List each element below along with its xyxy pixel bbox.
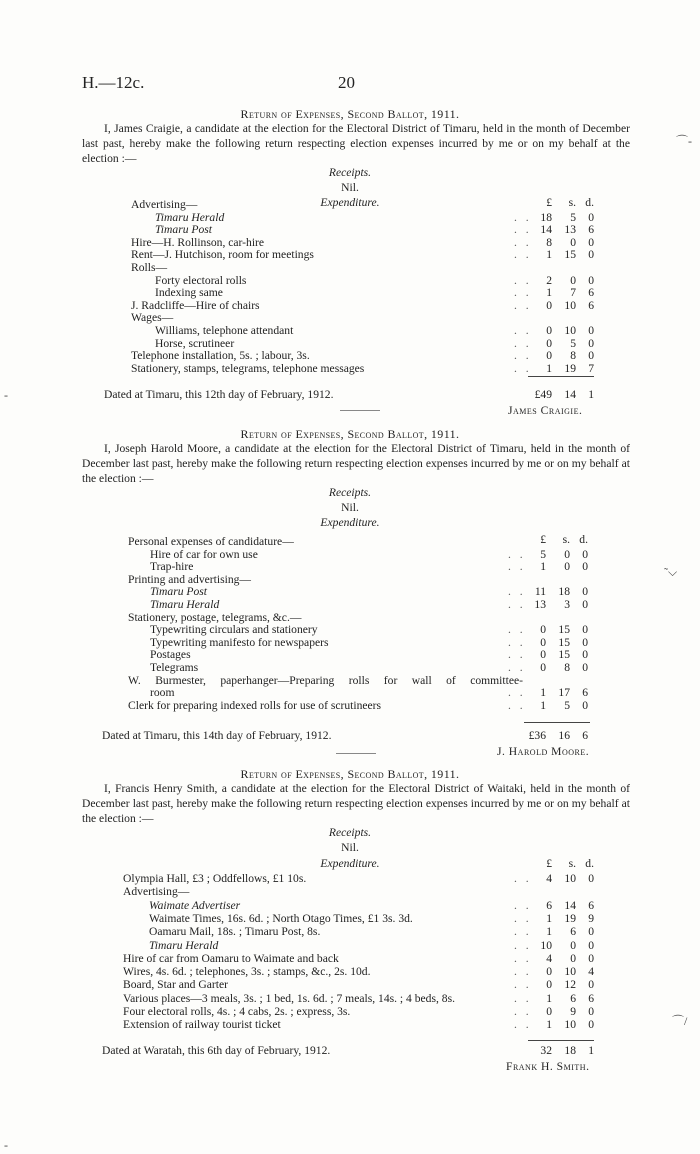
expense-label: Timaru Herald	[149, 938, 219, 952]
expense-amount: 1 7 6	[546, 286, 594, 300]
expense-amount: 1 5 0	[540, 698, 588, 712]
expense-label: W. Burmester, paperhanger—Preparing rolls for wall of committee-	[128, 673, 523, 687]
expense-label: Typewriting circulars and stationery	[150, 623, 318, 637]
receipts-heading: Receipts.	[328, 486, 372, 499]
expense-amount: 0 10 4	[546, 965, 594, 979]
expense-amount: 1 17 6	[540, 686, 588, 700]
leader-dots: . .	[508, 661, 526, 674]
leader-dots: . .	[514, 911, 532, 925]
expense-amount: 0 10 6	[546, 298, 594, 312]
expense-label: Four electoral rolls, 4s. ; 4 cabs, 2s. ; express, 3s.	[123, 1005, 351, 1018]
leader-dots: . .	[514, 361, 532, 375]
leader-dots: . .	[514, 349, 532, 363]
expense-label: Rent—J. Hutchison, room for meetings	[131, 248, 314, 262]
expense-amount: 18 5 0	[540, 210, 594, 224]
leader-dots: . .	[508, 635, 526, 649]
receipts-value: Nil.	[341, 181, 359, 194]
receipts-value: Nil.	[341, 841, 359, 854]
leader-dots: . .	[514, 1018, 532, 1032]
receipts-value: Nil.	[341, 501, 359, 514]
leader-dots: . .	[514, 938, 532, 952]
expense-label: Stationery, stamps, telegrams, telephone messages	[131, 361, 365, 375]
section-intro: I, Joseph Harold Moore, a candidate at the election for the Electoral District of Timaru, held in the month of December last past, hereby make the following return respecting election expenses incurred by me or on my behalf at the election :—	[82, 442, 630, 485]
total: £49 14 1	[534, 388, 594, 401]
expense-row	[0, 698, 700, 713]
leader-dots: . .	[514, 1005, 532, 1018]
total: £36 16 6	[528, 729, 588, 742]
expenditure-heading: Expenditure.	[320, 196, 380, 209]
expense-amount: 4 10 0	[546, 872, 594, 885]
expense-amount: 4 0 0	[546, 951, 594, 965]
leader-dots: . .	[508, 623, 526, 637]
margin-tick: -	[4, 388, 8, 402]
leader-dots: . .	[514, 991, 532, 1005]
expense-label: Indexing same	[155, 286, 223, 300]
leader-dots: . .	[514, 248, 532, 262]
section-intro: I, Francis Henry Smith, a candidate at the election for the Electoral District of Waitaki, held in the month of December last past, hereby make the following return respecting election expenses incurred by me or on my behalf at the election :—	[82, 782, 630, 825]
expense-label: Various places—3 meals, 3s. ; 1 bed, 1s. 6d. ; 7 meals, 14s. ; 4 beds, 8s.	[123, 991, 455, 1005]
expense-amount: 11 18 0	[534, 585, 588, 599]
leader-dots: . .	[514, 273, 532, 287]
margin-mark: ⌒/	[672, 1014, 688, 1028]
expense-label: Hire of car from Oamaru to Waimate and back	[123, 951, 339, 965]
section-title: Return of Expenses, Second Ballot, 1911.	[240, 767, 460, 781]
expense-label: Waimate Advertiser	[149, 898, 241, 912]
expense-amount: 0 8 0	[546, 349, 594, 363]
expense-amount: 0 15 0	[540, 648, 588, 662]
section-title: Return of Expenses, Second Ballot, 1911.	[240, 427, 460, 441]
expense-amount: 1 19 9	[546, 911, 594, 925]
leader-dots: . .	[514, 925, 532, 939]
column-headers: £ s. d.	[546, 196, 594, 209]
expense-label: Forty electoral rolls	[155, 273, 247, 287]
dated-line: Dated at Timaru, this 12th day of February, 1912.	[104, 388, 334, 401]
leader-dots: . .	[508, 598, 526, 611]
expense-amount: 0 8 0	[540, 661, 588, 674]
expense-label: Waimate Times, 16s. 6d. ; North Otago Times, £1 3s. 3d.	[149, 911, 413, 925]
signature: James Craigie.	[508, 404, 583, 417]
expense-label: Hire—H. Rollinson, car-hire	[131, 235, 265, 249]
expense-label: Hire of car for own use	[150, 547, 258, 561]
expense-label: Wires, 4s. 6d. ; telephones, 3s. ; stamps, &c., 2s. 10d.	[123, 965, 371, 979]
expense-amount: 8 0 0	[546, 235, 594, 249]
leader-dots: . .	[514, 235, 532, 249]
expense-label: Williams, telephone attendant	[155, 324, 294, 337]
expense-amount: 6 14 6	[546, 898, 594, 912]
expense-row	[0, 361, 700, 376]
leader-dots: . .	[514, 324, 532, 337]
expense-label: Rolls—	[131, 261, 168, 274]
leader-dots: . .	[514, 286, 532, 300]
expenditure-heading: Expenditure.	[320, 857, 380, 870]
page-number: 20	[338, 73, 355, 92]
leader-dots: . .	[508, 547, 526, 561]
expense-amount: 0 15 0	[540, 635, 588, 649]
margin-tick: -	[4, 1138, 8, 1152]
separator	[340, 410, 380, 411]
margin-mark: ⌒‑	[676, 134, 692, 148]
expense-amount: 1 19 7	[546, 361, 594, 375]
receipts-heading: Receipts.	[328, 826, 372, 839]
total-rule	[524, 722, 590, 723]
section-title: Return of Expenses, Second Ballot, 1911.	[240, 107, 460, 121]
expense-amount: 0 5 0	[546, 336, 594, 350]
expense-amount: 1 0 0	[540, 560, 588, 574]
expense-label: Personal expenses of candidature—	[128, 535, 294, 548]
leader-dots: . .	[514, 898, 532, 912]
leader-dots: . .	[508, 686, 526, 700]
expense-label: Trap-hire	[150, 560, 194, 574]
expense-label: room	[150, 686, 175, 700]
expense-label: Wages—	[131, 311, 174, 325]
leader-dots: . .	[514, 298, 532, 312]
expense-amount: 1 15 0	[546, 248, 594, 262]
leader-dots: . .	[508, 585, 526, 599]
expense-label: Advertising—	[123, 885, 190, 899]
leader-dots: . .	[514, 951, 532, 965]
leader-dots: . .	[514, 978, 532, 992]
expense-amount: 5 0 0	[540, 547, 588, 561]
leader-dots: . .	[508, 648, 526, 662]
expense-amount: 0 15 0	[540, 623, 588, 637]
column-headers: £ s. d.	[546, 857, 594, 870]
expense-label: Advertising—	[131, 198, 198, 211]
leader-dots: . .	[514, 336, 532, 350]
expense-amount: 0 12 0	[546, 978, 594, 992]
signature: Frank H. Smith.	[506, 1060, 590, 1073]
expense-amount: 13 3 0	[534, 598, 588, 611]
leader-dots: . .	[508, 560, 526, 574]
expense-label: Timaru Post	[150, 585, 208, 599]
leader-dots: . .	[508, 698, 526, 712]
doc-reference: H.—12c.	[82, 73, 145, 92]
expense-label: Timaru Post	[155, 223, 213, 237]
section-intro: I, James Craigie, a candidate at the election for the Electoral District of Timaru, held in the month of December last past, hereby make the following return respecting election expenses incurred by me or on my behalf at the election :—	[82, 122, 630, 165]
expense-label: Telegrams	[150, 661, 199, 674]
expense-label: Postages	[150, 648, 191, 662]
expense-label: Timaru Herald	[150, 598, 220, 611]
expense-label: Stationery, postage, telegrams, &c.—	[128, 610, 302, 624]
expense-amount: 0 10 0	[546, 324, 594, 337]
leader-dots: . .	[514, 872, 532, 885]
expense-label: Clerk for preparing indexed rolls for use of scrutineers	[128, 698, 382, 712]
expense-amount: 10 0 0	[540, 938, 594, 952]
receipts-heading: Receipts.	[328, 166, 372, 179]
expense-amount: 1 6 0	[546, 925, 594, 939]
expense-label: Board, Star and Garter	[123, 978, 228, 992]
expense-amount: 1 6 6	[546, 991, 594, 1005]
column-headers: £ s. d.	[540, 533, 588, 546]
expenditure-heading: Expenditure.	[320, 516, 380, 529]
expense-label: Typewriting manifesto for newspapers	[150, 635, 329, 649]
expense-label: Timaru Herald	[155, 210, 225, 224]
total-rule	[528, 1040, 594, 1041]
margin-mark: ˜⌵	[664, 565, 678, 579]
expense-label: Olympia Hall, £3 ; Oddfellows, £1 10s.	[123, 872, 307, 885]
expense-label: Printing and advertising—	[128, 572, 252, 586]
expense-amount: 2 0 0	[546, 273, 594, 287]
expense-label: Telephone installation, 5s. ; labour, 3s.	[131, 349, 310, 363]
expense-amount: 14 13 6	[540, 223, 594, 237]
leader-dots: . .	[514, 965, 532, 979]
expense-label: Oamaru Mail, 18s. ; Timaru Post, 8s.	[149, 925, 321, 939]
expense-amount: 0 9 0	[546, 1005, 594, 1018]
total: 32 18 1	[540, 1044, 594, 1057]
expense-label: Extension of railway tourist ticket	[123, 1018, 281, 1032]
leader-dots: . .	[514, 210, 532, 224]
total-rule	[528, 376, 594, 377]
expense-row	[0, 1017, 700, 1032]
dated-line: Dated at Timaru, this 14th day of February, 1912.	[102, 729, 332, 742]
expense-amount: 1 10 0	[546, 1018, 594, 1032]
expense-label: J. Radcliffe—Hire of chairs	[131, 298, 260, 312]
expense-label: Horse, scrutineer	[155, 336, 235, 350]
dated-line: Dated at Waratah, this 6th day of February, 1912.	[102, 1044, 331, 1057]
separator	[336, 753, 376, 754]
leader-dots: . .	[514, 223, 532, 237]
signature: J. Harold Moore.	[497, 745, 590, 758]
